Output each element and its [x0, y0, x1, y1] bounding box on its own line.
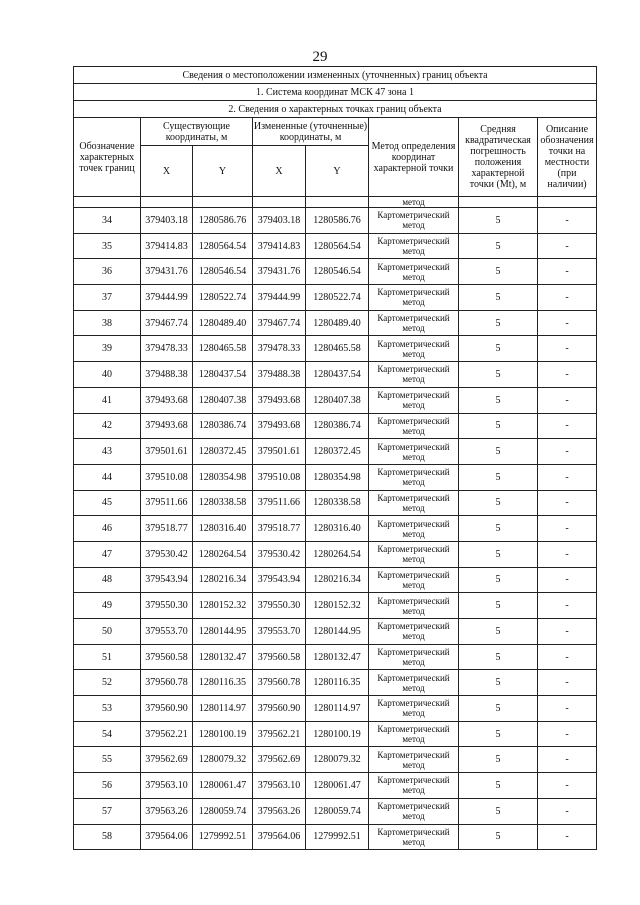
changed-y: 1280586.76: [306, 208, 369, 234]
point-id: 51: [74, 644, 141, 670]
changed-x: 379511.66: [253, 490, 306, 516]
changed-x: 379493.68: [253, 413, 306, 439]
existing-x: 379553.70: [141, 619, 193, 645]
existing-y: 1280372.45: [193, 439, 253, 465]
changed-y: 1280546.54: [306, 259, 369, 285]
boundary-points-table: [73, 66, 597, 850]
accuracy-mt: 5: [459, 798, 538, 824]
point-description: -: [538, 439, 597, 465]
table-row: [74, 387, 597, 413]
point-id: 38: [74, 310, 141, 336]
point-description: -: [538, 541, 597, 567]
existing-x: 379493.68: [141, 387, 193, 413]
accuracy-mt: 5: [459, 490, 538, 516]
point-id: 40: [74, 362, 141, 388]
existing-y: 1280437.54: [193, 362, 253, 388]
existing-y: 1280116.35: [193, 670, 253, 696]
point-id: 49: [74, 593, 141, 619]
table-row: [74, 644, 597, 670]
method: Картометрический метод: [369, 464, 459, 490]
point-description: -: [538, 773, 597, 799]
table-row: [74, 516, 597, 542]
point-id: 39: [74, 336, 141, 362]
existing-x: 379478.33: [141, 336, 193, 362]
table-row: [74, 541, 597, 567]
existing-x: 379493.68: [141, 413, 193, 439]
existing-y: 1279992.51: [193, 824, 253, 850]
point-id: 58: [74, 824, 141, 850]
existing-x: 379560.58: [141, 644, 193, 670]
point-description: -: [538, 516, 597, 542]
changed-x: 379431.76: [253, 259, 306, 285]
accuracy-mt: 5: [459, 721, 538, 747]
changed-y: 1280216.34: [306, 567, 369, 593]
existing-y: 1280100.19: [193, 721, 253, 747]
existing-x: 379510.08: [141, 464, 193, 490]
accuracy-mt: 5: [459, 336, 538, 362]
point-id: 50: [74, 619, 141, 645]
accuracy-mt: 5: [459, 773, 538, 799]
header-accuracy: Средняя квадратическая погрешность положения характерной точки (Mt), м: [459, 118, 538, 197]
existing-x: 379563.26: [141, 798, 193, 824]
point-description: -: [538, 464, 597, 490]
tail-cell: [193, 197, 253, 208]
existing-y: 1280316.40: [193, 516, 253, 542]
point-description: -: [538, 721, 597, 747]
table-row: [74, 464, 597, 490]
point-description: -: [538, 208, 597, 234]
point-id: 36: [74, 259, 141, 285]
point-description: -: [538, 670, 597, 696]
method: Картометрический метод: [369, 233, 459, 259]
method: Картометрический метод: [369, 208, 459, 234]
table-row: [74, 208, 597, 234]
existing-y: 1280386.74: [193, 413, 253, 439]
table-row: [74, 619, 597, 645]
accuracy-mt: 5: [459, 644, 538, 670]
accuracy-mt: 5: [459, 233, 538, 259]
header-changed-coords: Измененные (уточненные) координаты, м: [253, 118, 369, 146]
table-row: [74, 670, 597, 696]
changed-y: 1280116.35: [306, 670, 369, 696]
existing-x: 379511.66: [141, 490, 193, 516]
tail-cell: [74, 197, 141, 208]
method: Картометрический метод: [369, 490, 459, 516]
point-description: -: [538, 259, 597, 285]
point-description: -: [538, 747, 597, 773]
changed-y: 1280100.19: [306, 721, 369, 747]
changed-y: 1280264.54: [306, 541, 369, 567]
accuracy-mt: 5: [459, 259, 538, 285]
accuracy-mt: 5: [459, 516, 538, 542]
changed-y: 1280114.97: [306, 696, 369, 722]
existing-y: 1280407.38: [193, 387, 253, 413]
table-row: [74, 593, 597, 619]
point-description: -: [538, 593, 597, 619]
point-id: 43: [74, 439, 141, 465]
accuracy-mt: 5: [459, 387, 538, 413]
accuracy-mt: 5: [459, 362, 538, 388]
accuracy-mt: 5: [459, 439, 538, 465]
changed-x: 379478.33: [253, 336, 306, 362]
existing-x: 379550.30: [141, 593, 193, 619]
point-id: 35: [74, 233, 141, 259]
existing-x: 379518.77: [141, 516, 193, 542]
table-row: [74, 336, 597, 362]
accuracy-mt: 5: [459, 593, 538, 619]
table-row: [74, 233, 597, 259]
table-row: [74, 747, 597, 773]
tail-cell: [538, 197, 597, 208]
changed-x: 379560.78: [253, 670, 306, 696]
accuracy-mt: 5: [459, 464, 538, 490]
existing-x: 379488.38: [141, 362, 193, 388]
table-row: [74, 798, 597, 824]
point-id: 47: [74, 541, 141, 567]
table-row: [74, 490, 597, 516]
header-point-designation: Обозначение характерных точек границ: [74, 118, 141, 197]
existing-x: 379501.61: [141, 439, 193, 465]
changed-y: 1280564.54: [306, 233, 369, 259]
method: Картометрический метод: [369, 773, 459, 799]
changed-x: 379444.99: [253, 285, 306, 311]
existing-y: 1280061.47: [193, 773, 253, 799]
method: Картометрический метод: [369, 567, 459, 593]
point-id: 44: [74, 464, 141, 490]
changed-x: 379560.58: [253, 644, 306, 670]
method: Картометрический метод: [369, 670, 459, 696]
point-id: 42: [74, 413, 141, 439]
method: Картометрический метод: [369, 721, 459, 747]
existing-y: 1280114.97: [193, 696, 253, 722]
accuracy-mt: 5: [459, 567, 538, 593]
changed-x: 379543.94: [253, 567, 306, 593]
table-row: [74, 439, 597, 465]
existing-x: 379560.90: [141, 696, 193, 722]
point-id: 53: [74, 696, 141, 722]
existing-x: 379562.21: [141, 721, 193, 747]
existing-y: 1280586.76: [193, 208, 253, 234]
changed-x: 379563.10: [253, 773, 306, 799]
existing-y: 1280465.58: [193, 336, 253, 362]
changed-x: 379493.68: [253, 387, 306, 413]
changed-x: 379553.70: [253, 619, 306, 645]
method: Картометрический метод: [369, 644, 459, 670]
existing-y: 1280564.54: [193, 233, 253, 259]
header-existing-y: Y: [193, 146, 253, 197]
tail-cell: [306, 197, 369, 208]
accuracy-mt: 5: [459, 747, 538, 773]
existing-y: 1280059.74: [193, 798, 253, 824]
changed-x: 379488.38: [253, 362, 306, 388]
point-description: -: [538, 387, 597, 413]
method: Картометрический метод: [369, 541, 459, 567]
method: Картометрический метод: [369, 747, 459, 773]
point-description: -: [538, 413, 597, 439]
existing-y: 1280522.74: [193, 285, 253, 311]
header-method: Метод определения координат характерной точки: [369, 118, 459, 197]
table-row: [74, 773, 597, 799]
existing-y: 1280338.58: [193, 490, 253, 516]
changed-x: 379414.83: [253, 233, 306, 259]
method: Картометрический метод: [369, 387, 459, 413]
accuracy-mt: 5: [459, 285, 538, 311]
point-description: -: [538, 310, 597, 336]
point-id: 34: [74, 208, 141, 234]
existing-x: 379467.74: [141, 310, 193, 336]
changed-x: 379562.21: [253, 721, 306, 747]
method: Картометрический метод: [369, 619, 459, 645]
changed-y: 1280465.58: [306, 336, 369, 362]
point-description: -: [538, 233, 597, 259]
accuracy-mt: 5: [459, 310, 538, 336]
method: Картометрический метод: [369, 362, 459, 388]
changed-x: 379403.18: [253, 208, 306, 234]
point-description: -: [538, 696, 597, 722]
header-changed-x: X: [253, 146, 306, 197]
point-id: 57: [74, 798, 141, 824]
point-id: 45: [74, 490, 141, 516]
existing-x: 379444.99: [141, 285, 193, 311]
page-number: 29: [312, 49, 328, 65]
method: Картометрический метод: [369, 259, 459, 285]
method: Картометрический метод: [369, 824, 459, 850]
changed-x: 379530.42: [253, 541, 306, 567]
existing-y: 1280546.54: [193, 259, 253, 285]
accuracy-mt: 5: [459, 208, 538, 234]
existing-y: 1280354.98: [193, 464, 253, 490]
existing-x: 379403.18: [141, 208, 193, 234]
point-id: 55: [74, 747, 141, 773]
point-description: -: [538, 644, 597, 670]
existing-x: 379564.06: [141, 824, 193, 850]
changed-x: 379550.30: [253, 593, 306, 619]
changed-y: 1280316.40: [306, 516, 369, 542]
existing-y: 1280152.32: [193, 593, 253, 619]
accuracy-mt: 5: [459, 541, 538, 567]
section-title: Сведения о местоположении измененных (уточненных) границ объекта: [74, 67, 597, 84]
method: Картометрический метод: [369, 413, 459, 439]
point-description: -: [538, 824, 597, 850]
method: Картометрический метод: [369, 310, 459, 336]
point-id: 37: [74, 285, 141, 311]
method: Картометрический метод: [369, 439, 459, 465]
existing-y: 1280489.40: [193, 310, 253, 336]
changed-y: 1280144.95: [306, 619, 369, 645]
point-description: -: [538, 336, 597, 362]
continued-method-tail: метод: [369, 197, 459, 208]
accuracy-mt: 5: [459, 413, 538, 439]
changed-y: 1280338.58: [306, 490, 369, 516]
tail-cell: [141, 197, 193, 208]
changed-y: 1280354.98: [306, 464, 369, 490]
changed-y: 1280079.32: [306, 747, 369, 773]
existing-x: 379560.78: [141, 670, 193, 696]
table-row: [74, 413, 597, 439]
changed-y: 1280061.47: [306, 773, 369, 799]
point-id: 52: [74, 670, 141, 696]
point-description: -: [538, 285, 597, 311]
changed-y: 1280407.38: [306, 387, 369, 413]
method: Картометрический метод: [369, 285, 459, 311]
table-row: [74, 362, 597, 388]
table-row: [74, 721, 597, 747]
point-id: 48: [74, 567, 141, 593]
point-description: -: [538, 798, 597, 824]
changed-y: 1279992.51: [306, 824, 369, 850]
point-description: -: [538, 362, 597, 388]
existing-x: 379563.10: [141, 773, 193, 799]
changed-x: 379562.69: [253, 747, 306, 773]
changed-x: 379501.61: [253, 439, 306, 465]
point-id: 46: [74, 516, 141, 542]
method: Картометрический метод: [369, 336, 459, 362]
header-changed-y: Y: [306, 146, 369, 197]
subsection-title: 2. Сведения о характерных точках границ объекта: [74, 101, 597, 118]
point-id: 54: [74, 721, 141, 747]
accuracy-mt: 5: [459, 696, 538, 722]
accuracy-mt: 5: [459, 619, 538, 645]
header-existing-coords: Существующие координаты, м: [141, 118, 253, 146]
changed-x: 379518.77: [253, 516, 306, 542]
table-row: [74, 285, 597, 311]
existing-x: 379431.76: [141, 259, 193, 285]
changed-y: 1280132.47: [306, 644, 369, 670]
changed-x: 379564.06: [253, 824, 306, 850]
header-existing-x: X: [141, 146, 193, 197]
changed-y: 1280152.32: [306, 593, 369, 619]
method: Картометрический метод: [369, 798, 459, 824]
changed-y: 1280059.74: [306, 798, 369, 824]
point-id: 41: [74, 387, 141, 413]
table-row: [74, 824, 597, 850]
changed-y: 1280372.45: [306, 439, 369, 465]
existing-y: 1280144.95: [193, 619, 253, 645]
tail-cell: [253, 197, 306, 208]
changed-y: 1280522.74: [306, 285, 369, 311]
existing-x: 379543.94: [141, 567, 193, 593]
point-description: -: [538, 619, 597, 645]
header-description: Описание обозначения точки на местности (при наличии): [538, 118, 597, 197]
coordinate-system: 1. Система координат МСК 47 зона 1: [74, 84, 597, 101]
method: Картометрический метод: [369, 593, 459, 619]
table-row: [74, 567, 597, 593]
existing-x: 379562.69: [141, 747, 193, 773]
table-row: [74, 696, 597, 722]
existing-y: 1280132.47: [193, 644, 253, 670]
changed-x: 379563.26: [253, 798, 306, 824]
point-description: -: [538, 490, 597, 516]
existing-x: 379530.42: [141, 541, 193, 567]
table-row: [74, 310, 597, 336]
tail-cell: [459, 197, 538, 208]
changed-y: 1280437.54: [306, 362, 369, 388]
existing-x: 379414.83: [141, 233, 193, 259]
existing-y: 1280079.32: [193, 747, 253, 773]
point-id: 56: [74, 773, 141, 799]
table-row: [74, 259, 597, 285]
accuracy-mt: 5: [459, 670, 538, 696]
changed-x: 379560.90: [253, 696, 306, 722]
point-description: -: [538, 567, 597, 593]
changed-y: 1280386.74: [306, 413, 369, 439]
existing-y: 1280264.54: [193, 541, 253, 567]
method: Картометрический метод: [369, 516, 459, 542]
method: Картометрический метод: [369, 696, 459, 722]
accuracy-mt: 5: [459, 824, 538, 850]
changed-y: 1280489.40: [306, 310, 369, 336]
changed-x: 379467.74: [253, 310, 306, 336]
changed-x: 379510.08: [253, 464, 306, 490]
existing-y: 1280216.34: [193, 567, 253, 593]
